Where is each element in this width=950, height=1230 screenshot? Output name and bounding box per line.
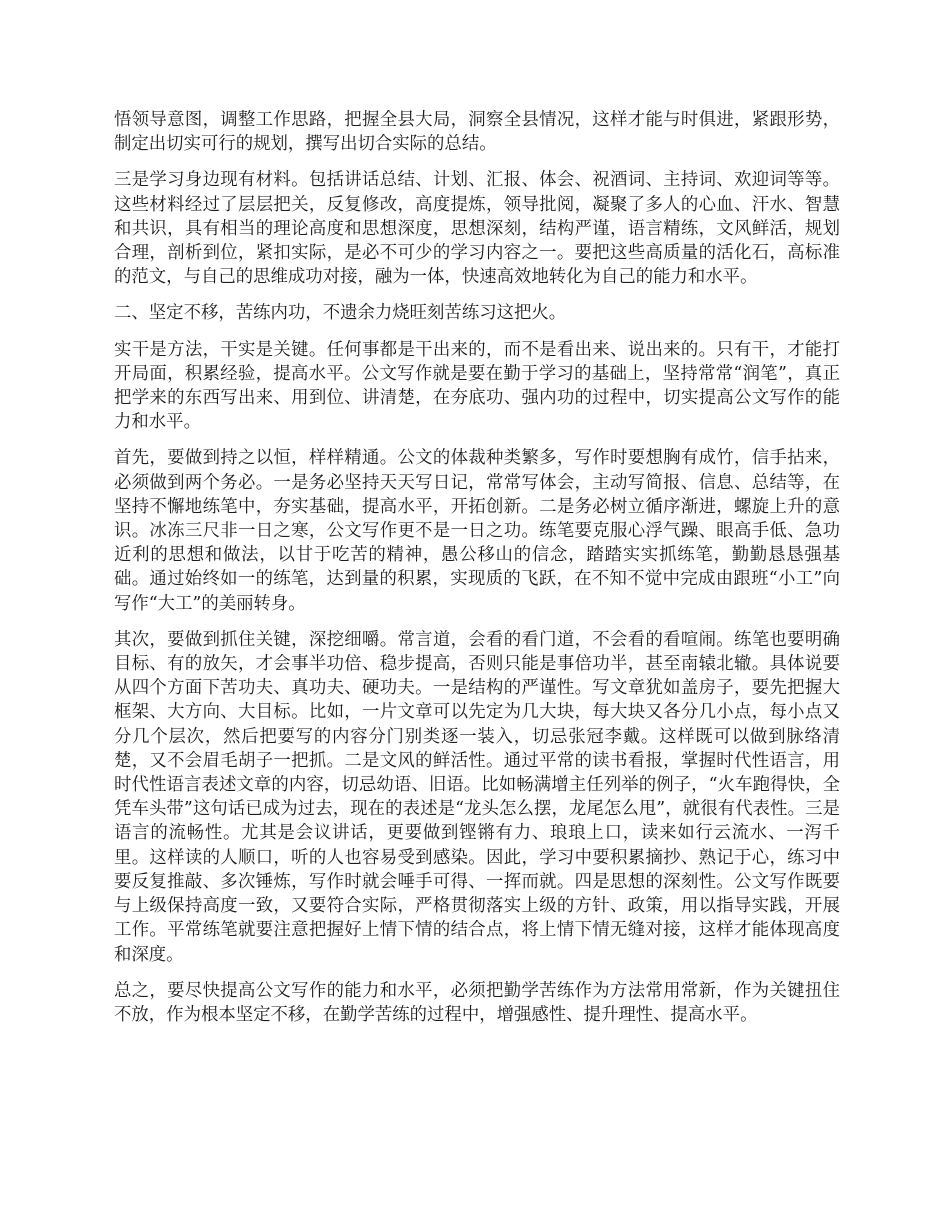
section-heading: 二、坚定不移，苦练内功，不遗余力烧旺刻苦练习这把火。 <box>114 303 567 324</box>
paragraph-2: 三是学习身边现有材料。包括讲话总结、计划、汇报、体会、祝酒词、主持词、欢迎词等等。这些材料经过了层层把关，反复修改，高度提炼，领导批阅，凝聚了多人的心血、汗水、智慧和共识，具有相当的理论高度和思想深度，思想深刻，结构严谨，语言精练，文风鲜活，规划合理，剖析到位，紧扣实际，是必不可少的学习内容之一。要把这些高质量的活化石，高标准的范文，与自己的思维成功对接，融为一体，快速高效地转化为自己的能力和水平。 <box>114 170 840 288</box>
paragraph-5: 其次，要做到抓住关键，深挖细嚼。常言道，会看的看门道，不会看的看喧闹。练笔也要明确目标、有的放矢，才会事半功倍、稳步提高，否则只能是事倍功半，甚至南辕北辙。具体说要从四个方面下苦功夫、真功夫、硬功夫。一是结构的严谨性。写文章犹如盖房子，要先把握大框架、大方向、大目标。比如，一片文章可以先定为几大块，每大块又各分几小点，每小点又分几个层次，然后把要写的内容分门别类逐一装入，切忌张冠李戴。这样既可以做到脉络清楚，又不会眉毛胡子一把抓。二是文风的鲜活性。通过平常的读书看报，掌握时代性语言，用时代性语言表述文章的内容，切忌幼语、旧语。比如畅满增主任列举的例子，“火车跑得快，全凭车头带”这句话已成为过去，现在的表述是“龙头怎么摆，龙尾怎么甩”，就很有代表性。三是语言的流畅性。尤其是会议讲话，更要做到铿锵有力、琅琅上口，读来如行云流水、一泻千里。这样读的人顺口，听的人也容易受到感染。因此，学习中要积累摘抄、熟记于心，练习中要反复推敲、多次锤炼，写作时就会唾手可得、一挥而就。四是思想的深刻性。公文写作既要与上级保持高度一致，又要符合实际，严格贯彻落实上级的方针、政策，用以指导实践，开展工作。平常练笔就要注意把握好上情下情的结合点，将上情下情无缝对接，这样才能体现高度和深度。 <box>114 629 840 965</box>
paragraph-4: 首先，要做到持之以恒，样样精通。公文的体裁种类繁多，写作时要想胸有成竹，信手拈来，必须做到两个务必。一是务必坚持天天写日记，常常写体会，主动写简报、信息、总结等，在坚持不懈地练笔中，夯实基础，提高水平，开拓创新。二是务必树立循序渐进，螺旋上升的意识。冰冻三尺非一日之寒，公文写作更不是一日之功。练笔要克服心浮气躁、眼高手低、急功近利的思想和做法，以甘于吃苦的精神，愚公移山的信念，踏踏实实抓练笔，勤勤恳恳强基础。通过始终如一的练笔，达到量的积累，实现质的飞跃，在不知不觉中完成由跟班“小工”向写作“大工”的美丽转身。 <box>114 448 840 614</box>
paragraph-1: 悟领导意图，调整工作思路，把握全县大局，洞察全县情况，这样才能与时俱进，紧跟形势，制定出切实可行的规划，撰写出切合实际的总结。 <box>114 110 840 155</box>
paragraph-3: 实干是方法，干实是关键。任何事都是干出来的，而不是看出来、说出来的。只有干，才能打开局面，积累经验，提高水平。公文写作就是要在勤于学习的基础上，坚持常常“润笔”，真正把学来的东西写出来、用到位、讲清楚，在夯底功、强内功的过程中，切实提高公文写作的能力和水平。 <box>114 339 840 433</box>
document-body <box>114 108 840 1039</box>
paragraph-6: 总之，要尽快提高公文写作的能力和水平，必须把勤学苦练作为方法常用常新，作为关键扭住不放，作为根本坚定不移，在勤学苦练的过程中，增强感性、提升理性、提高水平。 <box>114 980 840 1025</box>
